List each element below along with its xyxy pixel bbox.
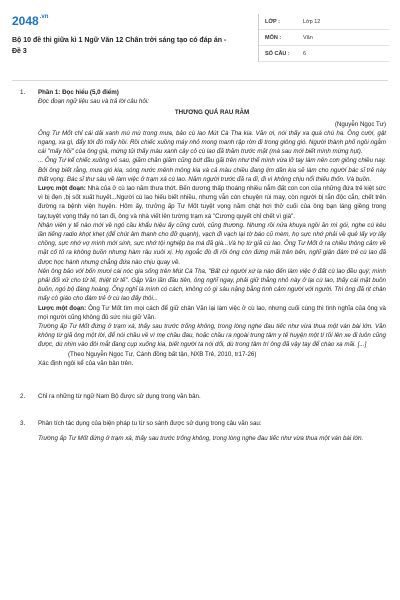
paragraph-text: Ông Tư Mốt tìm mọi cách để giữ chân Văn lại làm việc ở cù lao, nhưng cuối cùng thì tình nghĩa của ông và mọi người cũng không đủ sức níu giữ Văn.	[38, 304, 386, 321]
question-text: Xác định ngôi kể của văn bản trên.	[38, 359, 134, 367]
meta-table	[258, 14, 389, 62]
omission-label: Lược một đoạn:	[38, 185, 86, 193]
meta-key: MÔN :	[265, 34, 282, 41]
meta-row-subject	[259, 30, 389, 46]
story-author: (Nguyễn Ngọc Tư)	[334, 120, 386, 128]
meta-key: SỐ CÂU :	[265, 50, 290, 57]
page-title: Bộ 10 đề thi giữa kì 1 Ngữ Văn 12 Chân trời sáng tạo có đáp án - Đề 3	[12, 37, 227, 55]
header	[12, 12, 388, 74]
passage-paragraph: Nhận viên y tế nào mới về ngó cầu khẩu hiệu ấy cũng cười, cũng thương. Nhưng rồi nửa khuya ngồi ăn mì gói, nghe cú kêu lần tiếng radio khọt khẹt (để chút âm thanh cho đỡ quạnh), vạch đi vạch lại tờ báo cũ mèm, họ sực nhớ phải về quê lấy vợ lấy chồng, sực nhớ vợ mình mới sinh, sực nhớ tội nghiệp ba má đã già...Và họ từ giã cù lao. Ông Tư Mốt ở ra chiều thông cảm về mặt cố tỏ ra không buồn nhưng hàm râu xuôi xị. Họ ngoắc đò đi rồi ông còn đứng mãi trên bến, nghĩ giận đám trẻ cù lao đã được học hành nhưng chẳng đứa nào chịu quay về.	[38, 221, 386, 266]
meta-key: LỚP :	[265, 18, 280, 25]
story-title: THƯƠNG QUÁ RAU RĂM	[174, 109, 250, 117]
passage-paragraph	[38, 304, 386, 322]
passage-paragraph: Ông Tư Mốt chỉ cái dải xanh mù mù trong mưa, bảo cù lao Mút Cà Tha kia. Văn ơi, nói thấy xa quá chú ha. Ông cười, gật ngang, xa gì, đẩy tới đó mấy hồi. Rồi chiếc xuồng máy nhỏ mong manh rập rờn đi trong giông gió. Người thành phố ngồi ngẫm cái "mấy hồi" của ông già, mừng tủi thấy màu xanh cây cỏ cù lao đã thăm trước mặt (mà sau mới biết mình mừng hụt).	[38, 129, 386, 156]
site-logo[interactable]	[12, 14, 48, 28]
intro-text: Đọc đoạn ngữ liệu sau và trả lời câu hỏi:	[38, 98, 149, 106]
passage-paragraph: Nên ông bảo với bốn mươi cái nóc gia sống trên Mút Cà Tha, "Bất cứ người xứ lạ nào đến làm việc ở đất cù lao đều quý; mình phải đối xử cho tử tế, thiệt tử tế". Gặp Văn lần đầu tiên, ông nghĩ ngay, phải giữ thằng nhỏ này ở lại cù lao, thấy cái mặt buồn buồn, ngó bộ đáng hoàng. Ông nghĩ là mình có cách, không có gì sâu nặng bằng tình cảm người với người. Thì ông đã rịt chân mấy cô giáo cho đám trẻ ở cù lao đấy thôi...	[38, 267, 386, 303]
meta-value: Lớp 12	[303, 18, 321, 25]
question-text: Chỉ ra những từ ngữ Nam Bộ được sử dụng trong văn bản.	[38, 393, 201, 401]
meta-value: 6	[303, 50, 307, 57]
question-body	[38, 392, 386, 401]
question-2	[20, 392, 386, 401]
paragraph-text: Nhà của ở cù lao năm thưa thớt. Bến dương thấp thoáng nhiều nắm đất con con của những đứa trẻ kiệt sức vì bị đẹn ,bị sốt xuất huyết...Người cù lao hiếu biết nhiều, nhưng vẫn còn chuyện rùi may, còn người bị rắn độc cắn, chết trên đường ra bệnh viện huyện. Hôm ấy, trưởng ấp Tư Mốt tuyệt vọng năm chật hơi thở cuối của ông bạn láng giềng trong tay,tuyệt vọng thấy nó tan đi, ông và nhà viết lên tường trạm xá "Cương quyết chỉ chết vì già".	[38, 185, 386, 220]
source-citation: (Theo Nguyễn Ngọc Tư, Cánh đồng bất tận, NXB Trẻ, 2010, tr17-26)	[68, 350, 257, 358]
meta-row-class	[259, 14, 389, 30]
header-divider	[12, 80, 388, 81]
passage-paragraph: Trường ấp Tư Mốt đứng ở trạm xá, thấy sau trước trống không, trong lòng nghe đau tiếc như vừa thua một ván bài lớn. Văn không từ giã ông một lời, để nói chầu về vì mẹ chầu đau, hoặc chầu ra ngoài trung tâm y tế huyện một tí rồi lên xe đi luôn cũng được, dù nhìn vào đôi mắt đang cụp xuống kia, biết người ta nói dối, dù trong tâm trí ông đã vậy tay để chào xa mãi. [...]	[38, 323, 386, 349]
logo-sub: .vn	[39, 14, 49, 20]
quoted-sentence: Trường ấp Tư Mốt đứng ở trạm xá, thấy sau trước trống không, trong lòng nghe đau tiếc như vừa thua một ván bài lớn.	[38, 434, 364, 442]
question-body	[38, 88, 386, 368]
logo-main: 2048	[12, 14, 39, 28]
meta-value: Văn	[303, 34, 313, 41]
passage-paragraph	[38, 184, 386, 221]
question-number: 1.	[20, 89, 26, 96]
question-number: 2.	[20, 393, 26, 401]
section-heading: Phần 1: Đọc hiểu (5,0 điểm)	[38, 89, 119, 96]
omission-label: Lược một đoạn:	[38, 304, 87, 312]
passage-paragraph: ... Ông Tư kể chiếc xuồng vỏ sau, giăm chăn giăm cũng bứt đầu gãi trên như thế mình vừa lỡ tay làm nên cơn giông chiều nay. Bởi ông biết rằng, mưa gió kia, sóng nước mênh mông kia và cả màu chiều đang lịm dần kia sẽ làm cho người bác sĩ trẻ này thất vọng. Bác sĩ thư sáu về làm việc ở trạm xá cù lao. Năm người trước đã ra đi, đi vì không chịu nổi thiếu thốn. Và buồn.	[38, 157, 386, 183]
meta-row-count	[259, 46, 389, 62]
question-number: 3.	[20, 420, 26, 428]
question-text: Phân tích tác dụng của biện pháp tu từ so sánh được sử dụng trong câu văn sau:	[38, 420, 262, 428]
question-list	[20, 88, 386, 447]
question-body	[38, 419, 386, 442]
question-3	[20, 419, 386, 442]
question-1	[20, 88, 386, 368]
